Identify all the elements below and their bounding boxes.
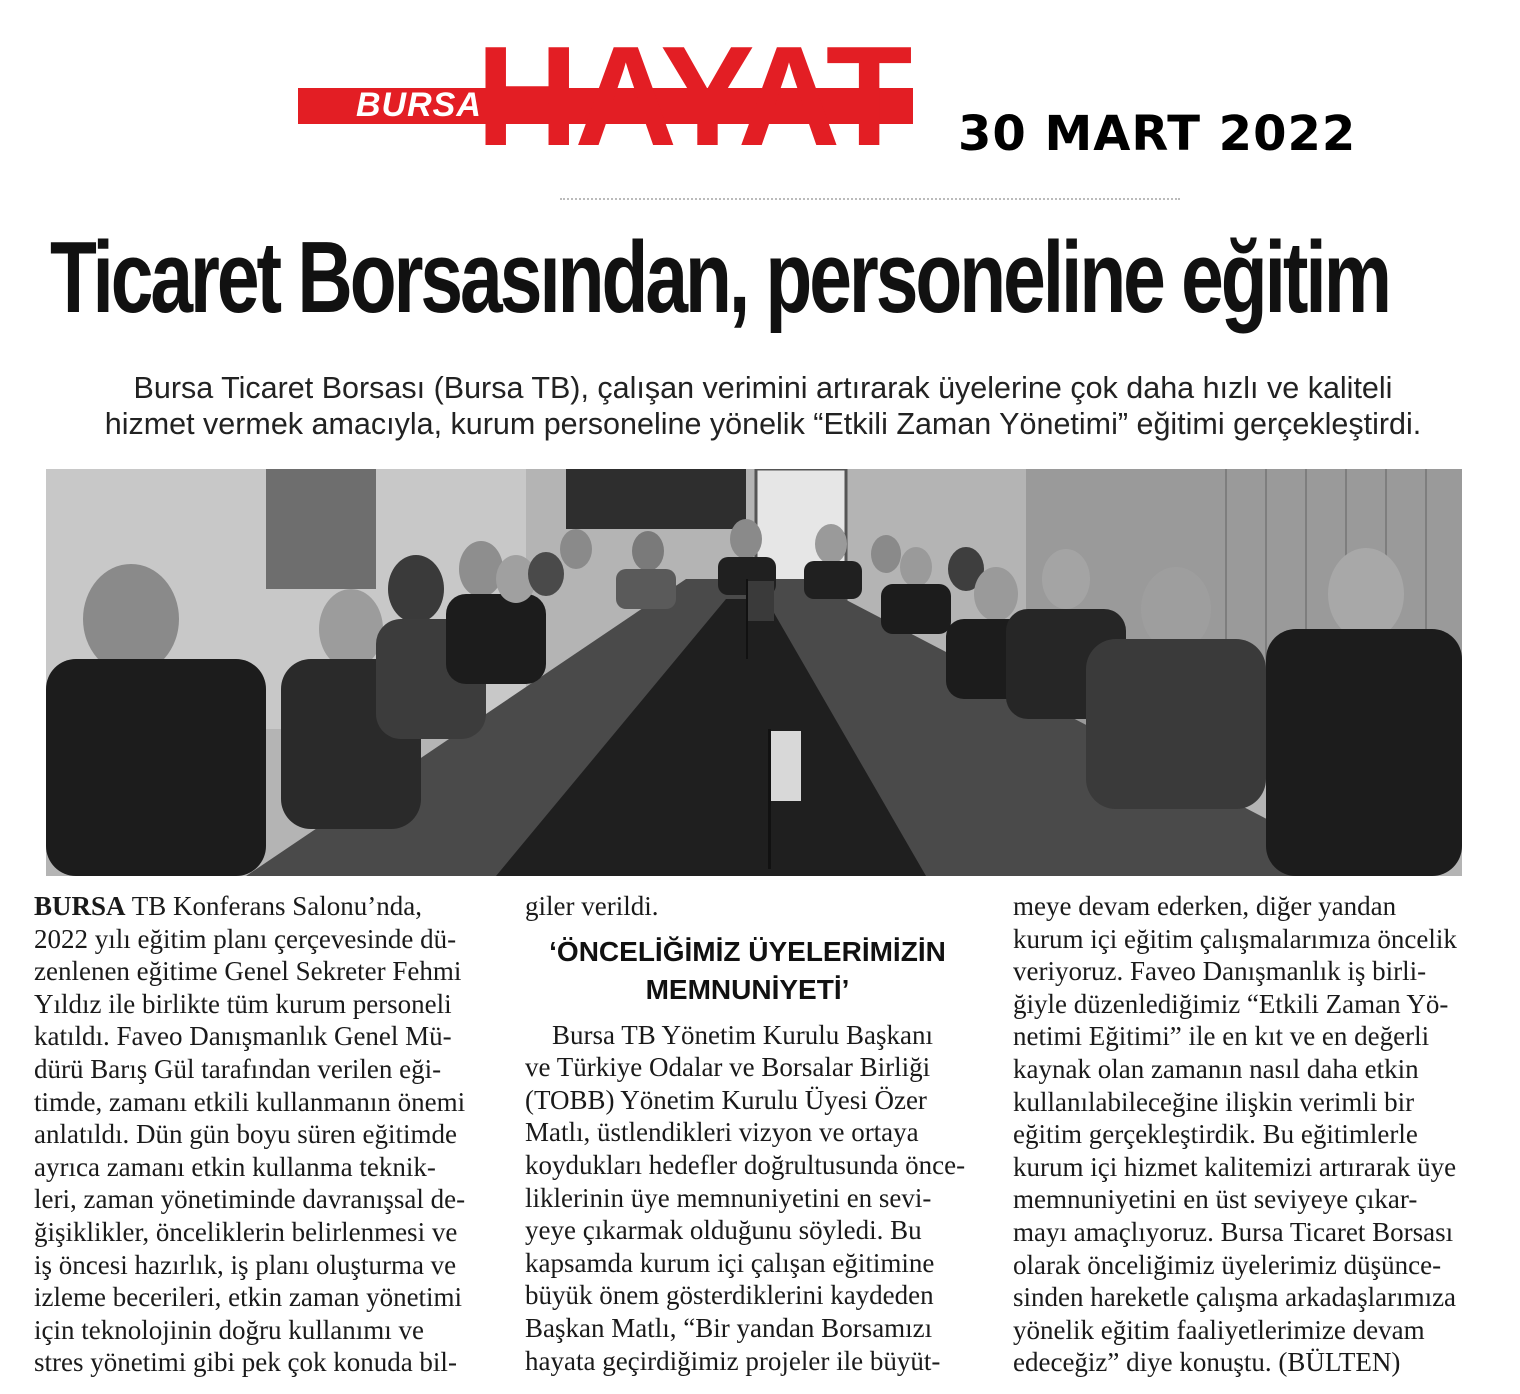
body-line: hayata geçirdiğimiz projeler ile büyüt- [525, 1345, 941, 1376]
body-line: Başkan Matlı, “Bir yandan Borsamızı [525, 1312, 933, 1343]
body-line: veriyoruz. Faveo Danışmanlık iş birli- [1013, 956, 1427, 987]
spot-line: hizmet vermek amacıyla, kurum personeline yönelik “Etkili Zaman Yönetimi” eğitimi gerçekleştirdi. [104, 407, 1422, 441]
issue-date: 30 MART 2022 [958, 106, 1357, 162]
body-line: mayı amaçlıyoruz. Bursa Ticaret Borsası [1013, 1216, 1454, 1247]
body-line: yeye çıkarmak olduğunu söyledi. Bu [525, 1215, 922, 1246]
subheading-line: MEMNUNİYETİ’ [645, 973, 850, 1005]
body-line: netimi Eğitimi” ile en kıt ve en değerli [1013, 1021, 1430, 1052]
body-line: koydukları hedefler doğrultusunda önce- [525, 1149, 966, 1180]
body-line: (TOBB) Yönetim Kurulu Üyesi Özer [525, 1084, 927, 1115]
spot-line: Bursa Ticaret Borsası (Bursa TB), çalışan verimini artırarak üyelerine çok daha hızlı ve kaliteli [133, 371, 1393, 405]
body-line: kaynak olan zamanın nasıl daha etkin [1013, 1053, 1419, 1084]
photo-illustration [46, 469, 1462, 876]
body-line: meye devam ederken, diğer yandan [1013, 891, 1397, 921]
body-line: için teknolojinin doğru kullanımı ve [34, 1314, 424, 1345]
masthead-name: HAYAT [476, 17, 909, 176]
body-line: yönelik eğitim faaliyetlerimize devam [1013, 1314, 1425, 1345]
body-line: zenlenen eğitime Genel Sekreter Fehmi [34, 956, 462, 987]
body-line: Bursa TB Yönetim Kurulu Başkanı [525, 1019, 933, 1050]
body-line: izleme becerileri, etkin zaman yönetimi [34, 1282, 463, 1313]
body-line: liklerinin üye memnuniyetini en sevi- [525, 1182, 932, 1213]
article-spot [38, 370, 1488, 442]
newspaper-masthead [298, 17, 913, 176]
body-line: giler verildi. [525, 891, 659, 921]
body-line: ğiyle düzenlediğimiz “Etkili Zaman Yö- [1013, 988, 1449, 1019]
body-line: ğişiklikler, önceliklerin belirlenmesi ve [34, 1216, 458, 1247]
body-line: timde, zamanı etkili kullanmanın önemi [34, 1086, 466, 1117]
body-line: kurum içi hizmet kalitemizi artırarak üye [1013, 1151, 1457, 1182]
body-line: dürü Barış Gül tarafından verilen eği- [34, 1053, 442, 1084]
body-line: kurum içi eğitim çalışmalarımıza öncelik [1013, 923, 1457, 954]
column-2 [525, 890, 970, 1377]
body-line: kullanılabileceğine ilişkin verimli bir [1013, 1086, 1415, 1117]
body-line: iş öncesi hazırlık, iş planı oluşturma ve [34, 1249, 457, 1280]
column-3 [1013, 890, 1468, 1379]
body-line: 2022 yılı eğitim planı çerçevesinde dü- [34, 923, 457, 954]
body-line: eğitim gerçekleştirdik. Bu eğitimlerle [1013, 1119, 1418, 1150]
body-text: TB Konferans Salonu’nda, [125, 891, 422, 921]
body-line: edeceğiz” diye konuştu. (BÜLTEN) [1013, 1347, 1401, 1378]
divider [560, 198, 1180, 200]
body-line: ve Türkiye Odalar ve Borsalar Birliği [525, 1052, 931, 1083]
column-1 [34, 890, 489, 1379]
meeting-room-photo [46, 469, 1462, 876]
body-line [34, 890, 489, 923]
body-line: Yıldız ile birlikte tüm kurum personeli [34, 988, 452, 1019]
body-line: Matlı, üstlendikleri vizyon ve ortaya [525, 1117, 919, 1148]
masthead-city: BURSA [356, 86, 482, 124]
subheading-line: ‘ÖNCELİĞİMİZ ÜYELERİMİZİN [549, 935, 946, 967]
body-line: olarak önceliğimiz üyelerimiz düşünce- [1013, 1249, 1442, 1280]
section-subheading [525, 933, 970, 1009]
article-headline: Ticaret Borsasından, personeline eğitim [50, 222, 1389, 334]
body-line: ayrıca zamanı etkin kullanma teknik- [34, 1151, 436, 1182]
body-line: anlatıldı. Dün gün boyu süren eğitimde [34, 1119, 457, 1150]
body-line: leri, zaman yönetiminde davranışsal de- [34, 1184, 466, 1215]
body-line: memnuniyetini en üst seviyeye çıkar- [1013, 1184, 1418, 1215]
body-line: katıldı. Faveo Danışmanlık Genel Mü- [34, 1021, 452, 1052]
body-line: büyük önem gösterdiklerini kaydeden [525, 1280, 934, 1311]
body-line: sinden hareketle çalışma arkadaşlarımıza [1013, 1282, 1457, 1313]
body-line: kapsamda kurum içi çalışan eğitimine [525, 1247, 935, 1278]
dateline: BURSA [34, 891, 126, 921]
body-line: stres yönetimi gibi pek çok konuda bil- [34, 1347, 457, 1378]
